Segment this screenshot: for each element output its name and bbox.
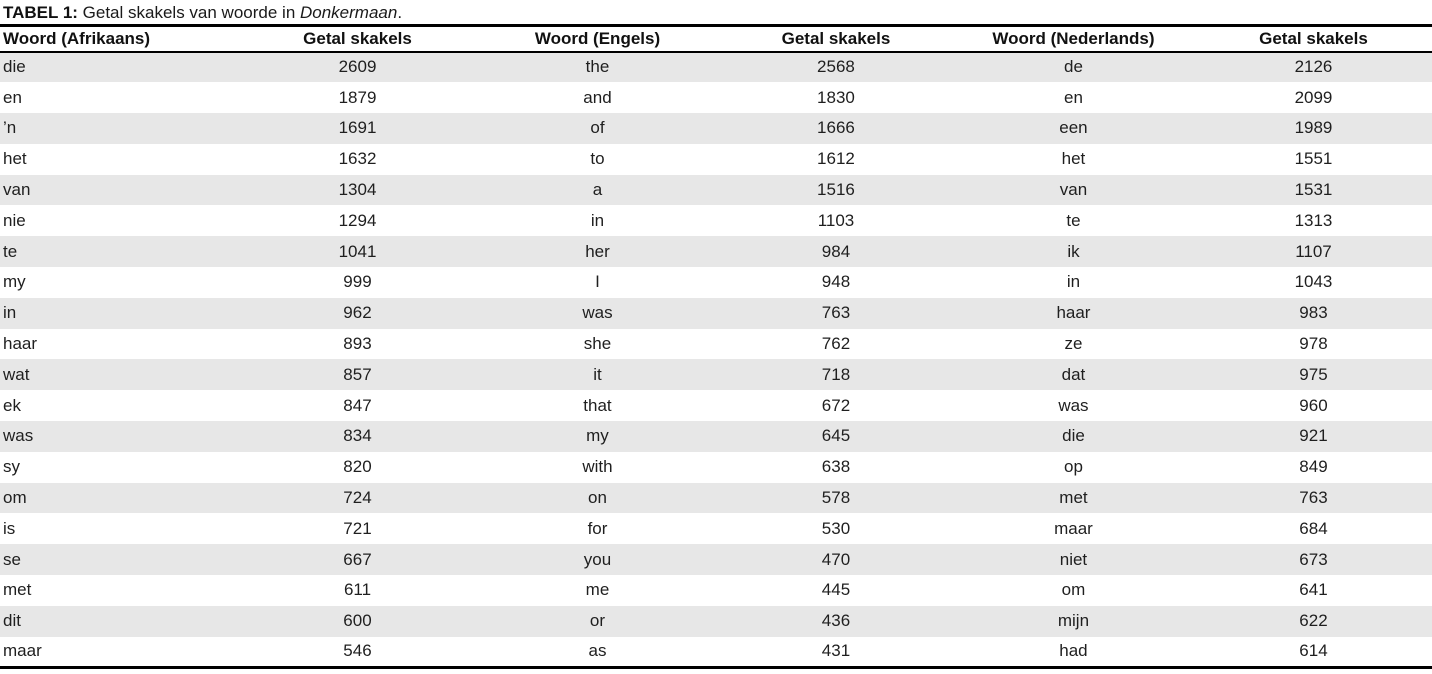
count-cell: 975 [1299, 364, 1328, 384]
word-cell: op [1063, 457, 1083, 477]
count-cell: 948 [821, 272, 851, 292]
word-cell: mijn [1057, 611, 1090, 631]
count-cell: 762 [821, 334, 851, 354]
word-frequency-table [0, 24, 1432, 669]
word-cell: om [1061, 580, 1086, 600]
table-caption-period: . [397, 3, 403, 22]
word-cell: haar [1056, 303, 1091, 323]
word-cell: she [583, 334, 612, 354]
table-caption-book-title: Donkermaan [300, 3, 398, 22]
table-row [0, 82, 1432, 113]
count-cell: 530 [821, 518, 851, 538]
word-cell: was [582, 303, 613, 323]
count-cell: 638 [821, 457, 851, 477]
count-cell: 672 [821, 395, 851, 415]
column-header-word-english: Woord (Engels) [475, 26, 720, 52]
column-header-count-english: Getal skakels [720, 26, 952, 52]
count-cell: 1632 [338, 149, 377, 169]
count-cell: 960 [1299, 395, 1328, 415]
count-cell: 984 [821, 241, 851, 261]
count-cell: 1830 [817, 87, 855, 107]
header-row [0, 26, 1432, 52]
count-cell: 611 [343, 580, 372, 600]
count-cell: 641 [1299, 580, 1328, 600]
count-cell: 1666 [817, 118, 855, 138]
word-cell: niet [1059, 549, 1088, 569]
count-cell: 645 [821, 426, 851, 446]
count-cell: 673 [1299, 549, 1328, 569]
word-cell: had [1059, 641, 1088, 661]
word-cell: ik [1067, 241, 1080, 261]
count-cell: 1531 [1294, 180, 1333, 200]
table-row [0, 452, 1432, 483]
word-cell: en [3, 87, 22, 107]
word-cell: a [592, 180, 603, 200]
count-cell: 2099 [1294, 87, 1333, 107]
table-row [0, 329, 1432, 360]
count-cell: 546 [343, 641, 372, 661]
count-cell: 820 [343, 457, 372, 477]
table-row [0, 606, 1432, 637]
count-cell: 1691 [338, 118, 377, 138]
word-cell: te [1066, 210, 1081, 230]
count-cell: 470 [821, 549, 851, 569]
column-header-word-afrikaans: Woord (Afrikaans) [0, 26, 240, 52]
word-cell: die [1062, 426, 1085, 446]
word-cell: for [587, 518, 608, 538]
table-row [0, 575, 1432, 606]
count-cell: 1043 [1294, 272, 1333, 292]
word-cell: on [588, 488, 607, 508]
count-cell: 1103 [817, 210, 855, 230]
word-cell: in [1066, 272, 1081, 292]
count-cell: 1304 [338, 180, 377, 200]
count-cell: 849 [1299, 457, 1328, 477]
count-cell: 1879 [338, 87, 377, 107]
word-cell: was [1058, 395, 1089, 415]
word-cell: sy [3, 457, 20, 477]
word-cell: haar [3, 334, 38, 354]
word-cell: with [582, 457, 613, 477]
count-cell: 721 [343, 518, 372, 538]
word-cell: I [595, 272, 600, 292]
word-cell: en [1063, 87, 1083, 107]
word-cell: it [593, 364, 602, 384]
table-row [0, 236, 1432, 267]
table-row [0, 390, 1432, 421]
table-body [0, 52, 1432, 668]
count-cell: 1041 [338, 241, 377, 261]
word-cell: ze [1064, 334, 1083, 354]
table-row [0, 359, 1432, 390]
word-cell: her [585, 241, 610, 261]
word-cell: my [586, 426, 609, 446]
word-cell: van [3, 180, 31, 200]
count-cell: 921 [1299, 426, 1328, 446]
count-cell: 684 [1299, 518, 1328, 538]
count-cell: 1989 [1294, 118, 1333, 138]
word-cell: nie [3, 210, 26, 230]
word-cell: of [590, 118, 605, 138]
table-row [0, 52, 1432, 83]
word-cell: was [3, 426, 34, 446]
word-cell: se [3, 549, 21, 569]
table-row [0, 513, 1432, 544]
word-cell: is [3, 518, 16, 538]
count-cell: 2126 [1294, 57, 1333, 77]
count-cell: 847 [343, 395, 372, 415]
count-cell: 983 [1299, 303, 1328, 323]
word-cell: and [583, 87, 612, 107]
word-cell: maar [1054, 518, 1093, 538]
table-row [0, 421, 1432, 452]
table-header [0, 26, 1432, 52]
count-cell: 763 [821, 303, 851, 323]
count-cell: 622 [1299, 611, 1328, 631]
word-cell: as [588, 641, 607, 661]
word-cell: om [3, 488, 27, 508]
table-row [0, 144, 1432, 175]
count-cell: 1294 [338, 210, 377, 230]
word-cell: to [590, 149, 605, 169]
word-cell: met [1059, 488, 1088, 508]
word-cell: that [583, 395, 612, 415]
word-cell: ek [3, 395, 21, 415]
count-cell: 667 [343, 549, 372, 569]
word-cell: the [585, 57, 610, 77]
count-cell: 857 [343, 364, 372, 384]
count-cell: 600 [343, 611, 372, 631]
count-cell: 445 [821, 580, 851, 600]
word-cell: met [3, 580, 32, 600]
table-caption [0, 0, 1432, 24]
count-cell: 834 [343, 426, 372, 446]
count-cell: 962 [343, 303, 372, 323]
word-cell: een [1059, 118, 1088, 138]
table-caption-label: TABEL 1: [3, 3, 78, 22]
table-row [0, 483, 1432, 514]
count-cell: 431 [821, 641, 851, 661]
column-header-count-afrikaans: Getal skakels [240, 26, 475, 52]
count-cell: 436 [821, 611, 851, 631]
count-cell: 1516 [817, 180, 855, 200]
word-cell: in [3, 303, 17, 323]
table-row [0, 113, 1432, 144]
word-cell: die [3, 57, 26, 77]
word-cell: you [583, 549, 612, 569]
word-cell: het [3, 149, 27, 169]
count-cell: 1551 [1294, 149, 1333, 169]
count-cell: 1107 [1295, 241, 1332, 261]
count-cell: 2609 [338, 57, 377, 77]
column-header-count-dutch: Getal skakels [1195, 26, 1432, 52]
count-cell: 718 [821, 364, 851, 384]
word-cell: my [3, 272, 26, 292]
table-row [0, 298, 1432, 329]
word-cell: van [1059, 180, 1088, 200]
table-row [0, 205, 1432, 236]
count-cell: 614 [1299, 641, 1328, 661]
table-row [0, 637, 1432, 668]
count-cell: 763 [1299, 488, 1328, 508]
count-cell: 1612 [817, 149, 855, 169]
word-cell: me [585, 580, 610, 600]
word-cell: ’n [3, 118, 17, 138]
count-cell: 578 [821, 488, 851, 508]
word-cell: te [3, 241, 18, 261]
count-cell: 724 [343, 488, 372, 508]
table-row [0, 544, 1432, 575]
count-cell: 2568 [817, 57, 855, 77]
count-cell: 893 [343, 334, 372, 354]
word-cell: wat [3, 364, 30, 384]
table-row [0, 175, 1432, 206]
column-header-word-dutch: Woord (Nederlands) [952, 26, 1195, 52]
table-row [0, 267, 1432, 298]
word-cell: in [590, 210, 605, 230]
word-cell: or [589, 611, 606, 631]
word-cell: de [1063, 57, 1083, 77]
count-cell: 999 [343, 272, 372, 292]
word-cell: het [1061, 149, 1086, 169]
count-cell: 1313 [1294, 210, 1333, 230]
table-caption-text: Getal skakels van woorde in [77, 3, 300, 22]
word-cell: dit [3, 611, 21, 631]
word-cell: maar [3, 641, 42, 661]
count-cell: 978 [1299, 334, 1328, 354]
word-cell: dat [1061, 364, 1086, 384]
